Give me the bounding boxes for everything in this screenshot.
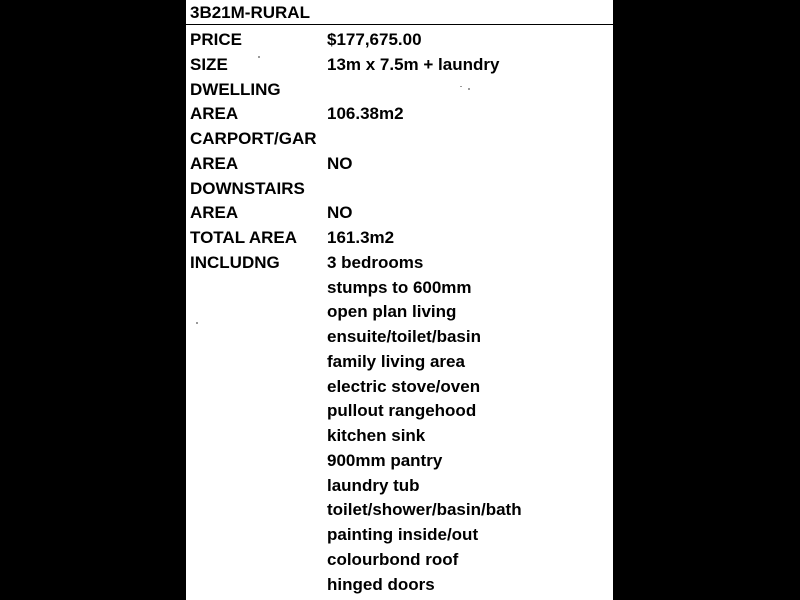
spec-sheet bbox=[186, 0, 613, 600]
spec-label: AREA bbox=[190, 104, 239, 124]
spec-value: ensuite/toilet/basin bbox=[327, 327, 481, 346]
spec-row bbox=[190, 276, 610, 301]
spec-row bbox=[190, 226, 610, 251]
spec-value: pullout rangehood bbox=[327, 401, 477, 421]
spec-value: NO bbox=[327, 203, 353, 223]
spec-row bbox=[190, 399, 610, 424]
document-title: 3B21M-RURAL bbox=[190, 3, 310, 22]
spec-label: AREA bbox=[190, 203, 239, 223]
spec-value: toilet/shower/basin/bath bbox=[327, 500, 522, 520]
title-divider bbox=[186, 24, 613, 25]
spec-label: AREA bbox=[190, 153, 239, 173]
scan-speck bbox=[460, 86, 462, 87]
spec-row bbox=[190, 102, 610, 127]
spec-row bbox=[190, 300, 610, 325]
spec-row bbox=[190, 424, 610, 449]
spec-value: $177,675.00 bbox=[327, 30, 422, 49]
spec-row bbox=[190, 325, 610, 350]
scan-speck bbox=[196, 322, 198, 324]
spec-value: laundry tub bbox=[327, 475, 420, 495]
spec-row bbox=[190, 375, 610, 400]
spec-list bbox=[190, 28, 610, 597]
spec-value: colourbond roof bbox=[327, 549, 459, 569]
spec-row bbox=[190, 449, 610, 474]
spec-row bbox=[190, 177, 610, 202]
spec-value: 106.38m2 bbox=[327, 104, 404, 124]
spec-row bbox=[190, 28, 610, 53]
scan-speck bbox=[258, 56, 260, 58]
spec-value: 161.3m2 bbox=[327, 228, 395, 247]
spec-row bbox=[190, 201, 610, 226]
spec-row bbox=[190, 152, 610, 177]
spec-value: 3 bedrooms bbox=[327, 252, 424, 272]
spec-value: 13m x 7.5m + laundry bbox=[327, 54, 500, 74]
spec-label: TOTAL AREA bbox=[190, 228, 298, 247]
spec-value: NO bbox=[327, 153, 353, 173]
scan-speck bbox=[468, 88, 470, 90]
spec-row bbox=[190, 523, 610, 548]
spec-value: open plan living bbox=[327, 302, 457, 322]
spec-row bbox=[190, 350, 610, 375]
spec-label: PRICE bbox=[190, 30, 242, 49]
spec-value: stumps to 600mm bbox=[327, 277, 472, 297]
spec-label: DOWNSTAIRS bbox=[190, 178, 305, 198]
spec-row bbox=[190, 474, 610, 499]
spec-row bbox=[190, 78, 610, 103]
spec-value: hinged doors bbox=[327, 574, 435, 594]
spec-label: INCLUDNG bbox=[190, 252, 280, 272]
spec-label: DWELLING bbox=[190, 79, 281, 99]
spec-row bbox=[190, 573, 610, 598]
spec-label: CARPORT/GAR bbox=[190, 129, 317, 148]
spec-label: SIZE bbox=[190, 54, 228, 74]
spec-value: family living area bbox=[327, 351, 465, 371]
spec-value: painting inside/out bbox=[327, 525, 479, 544]
spec-row bbox=[190, 251, 610, 276]
spec-value: kitchen sink bbox=[327, 426, 426, 445]
spec-value: electric stove/oven bbox=[327, 376, 481, 396]
spec-row bbox=[190, 53, 610, 78]
spec-row bbox=[190, 548, 610, 573]
spec-row bbox=[190, 127, 610, 152]
spec-row bbox=[190, 498, 610, 523]
spec-value: 900mm pantry bbox=[327, 450, 443, 470]
